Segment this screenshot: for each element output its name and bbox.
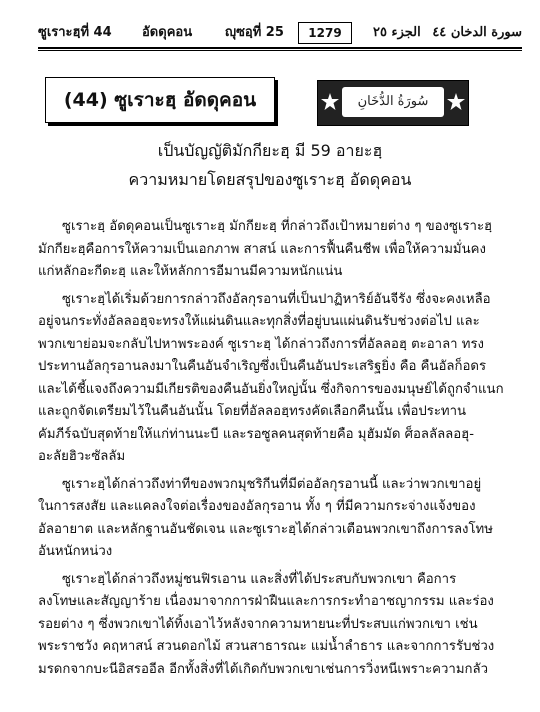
text-line: มักกียะฮฺคือการให้ความเป็นเอกภาพ สาสน์ และการฟื้นคืนชีพ เพื่อให้ความมั่นคง: [38, 241, 486, 257]
calligraphy-banner: [317, 80, 469, 126]
text-line: และได้ชี้แจงถึงความมีเกียรติของคืนอันยิ่งใหญ่นั้น ซึ่งกิจการของมนุษย์ได้ถูกจำแนก: [38, 381, 504, 397]
paragraph: [38, 569, 522, 682]
text-line: คัมภีร์ฉบับสุดท้ายให้แก่ท่านนะบี และรอซูลคนสุดท้ายคือ มุฮัมมัด ศ็อลลัลลอฮุ-: [38, 426, 474, 442]
text-line: มรดกจากบะนีอิสรออีล อีกทั้งสิ่งที่ได้เกิดกับพวกเขาเช่นการวิ่งหนีเพราะความกลัว: [38, 661, 488, 677]
text-line: รอยต่าง ๆ ซึ่งพวกเขาได้ทิ้งเอาไว้หลังจากความหายนะที่ประสบแก่พวกเขา เช่น: [38, 616, 478, 632]
summary-heading: ความหมายโดยสรุปของซูเราะฮฺ อัดดุคอน: [128, 170, 412, 189]
paragraph: [38, 289, 522, 469]
star-ornament-icon: [447, 93, 465, 111]
header-divider-thin: [38, 50, 522, 51]
page-number: 1279: [298, 22, 352, 44]
star-ornament-icon: [321, 93, 339, 111]
text-line: พระราชวัง คฤหาสน์ สวนดอกไม้ สวนสาธารณะ แม่น้ำลำธาร และจากการรับช่วง: [38, 639, 495, 654]
header-sura-number: ซูเราะฮฺที่ 44: [38, 25, 112, 40]
text-line: ซูเราะฮฺ อัดดุคอนเป็นซูเราะฮฺ มักกียะฮฺ ที่กล่าวถึงเป้าหมายต่าง ๆ ของซูเราะฮฺ: [62, 219, 493, 234]
header-sura-arabic: سورة الدخان ٤٤: [432, 25, 522, 40]
sura-title: (44) ซูเราะฮฺ อัดดุคอน: [63, 89, 257, 111]
header-sura-name: อัดดุคอน: [142, 25, 193, 40]
header-juz-arabic: الجزء ٢٥: [373, 25, 421, 40]
header-juz: ญุซอฺที่ 25: [225, 25, 284, 40]
text-line: ประทานอัลกุรอานลงมาในคืนอันจำเริญซึ่งเป็นคืนอันประเสริฐยิ่ง คือ คืนอัลก็อดร: [38, 359, 487, 374]
revelation-info: เป็นบัญญัติมักกียะฮฺ มี 59 อายะฮฺ: [157, 141, 383, 160]
text-line: อยู่จนกระทั่งอัลลอฮฺจะทรงให้แผ่นดินและทุกสิ่งที่อยู่บนแผ่นดินรับช่วงต่อไป และ: [38, 314, 480, 329]
sura-title-box: [45, 77, 275, 123]
text-line: ในการสงสัย และแคลงใจต่อเรื่องของอัลกุรอาน ทั้ง ๆ ที่มีความกระจ่างแจ้งของ: [38, 499, 476, 514]
paragraph: [38, 474, 522, 564]
text-line: อันหนักหน่วง: [38, 544, 113, 559]
body-text: [38, 216, 522, 683]
text-line: ซูเราะฮฺได้กล่าวถึงหมู่ชนฟิรเอาน และสิ่งที่ได้ประสบกับพวกเขา คือการ: [62, 571, 457, 587]
sura-calligraphy: سُورَةُ الدُّخَانِ: [357, 94, 429, 109]
text-line: พวกเขาย่อมจะกลับไปหาพระองค์ ซูเราะฮฺ ได้กล่าวถึงการที่อัลลอฮฺ ตะอาลา ทรง: [38, 336, 484, 352]
paragraph: [38, 216, 522, 284]
text-line: อัลอายาต และหลักฐานอันชัดเจน และซูเราะฮฺได้กล่าวเตือนพวกเขาถึงการลงโทษ: [38, 521, 493, 537]
text-line: ลงโทษและสัญญาร้าย เนื่องมาจากการฝ่าฝืนและการกระทำอาชญากรรม และร่อง: [38, 594, 494, 609]
text-line: อะลัยฮิวะซัลลัม: [38, 449, 126, 464]
text-line: ซูเราะฮฺได้เริ่มด้วยการกล่าวถึงอัลกุรอานที่เป็นปาฏิหาริย์อันจีรัง ซึ่งจะคงเหลือ: [62, 291, 491, 307]
header-divider: [38, 47, 522, 49]
text-line: และถูกจัดเตรียมไว้ในคืนอันนั้น โดยที่อัลลอฮฺทรงคัดเลือกคืนนั้น เพื่อประทาน: [38, 404, 467, 419]
page-header: [38, 20, 522, 48]
text-line: แก่หลักอะกีดะฮฺ และให้หลักการอีมานมีความหนักแน่น: [38, 264, 343, 279]
calligraphy-panel: [342, 87, 444, 117]
text-line: ซูเราะฮฺได้กล่าวถึงท่าทีของพวกมุชริกีนที่มีต่ออัลกุรอานนี้ และว่าพวกเขาอยู่: [62, 476, 482, 492]
